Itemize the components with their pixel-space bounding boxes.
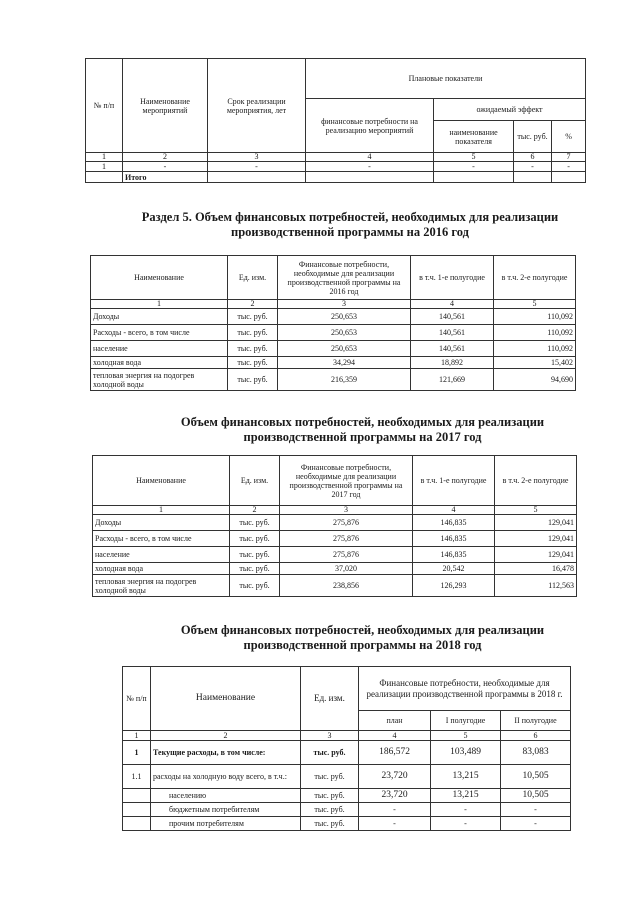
column-number: 5 (431, 731, 501, 741)
col-fin-header: финансовые потребности на реализацию мероприятий (306, 99, 434, 153)
row-value: 216,359 (278, 369, 411, 391)
table-cell: - (123, 162, 208, 172)
col-half2-header: II полугодие (501, 711, 571, 731)
row-value: 250,653 (278, 341, 411, 357)
table-row (86, 153, 586, 162)
row-value: 23,720 (359, 765, 431, 789)
col-name-header: Наименование (91, 256, 228, 300)
row-value: 129,041 (495, 547, 577, 563)
table-cell: 1 (86, 162, 123, 172)
col-name-header: Наименование мероприятий (123, 59, 208, 153)
table-row (93, 531, 577, 547)
col-fin-header: Финансовые потребности, необходимые для реализации производственной программы на 2017 год (280, 456, 413, 506)
table-cell: - (434, 162, 514, 172)
row-value: 275,876 (280, 547, 413, 563)
row-unit: тыс. руб. (230, 515, 280, 531)
title-2018: Объем финансовых потребностей, необходимых для реализации производственной программы на 2018 год (180, 623, 545, 652)
table-row (91, 300, 576, 309)
row-unit: тыс. руб. (228, 369, 278, 391)
column-number: 2 (123, 153, 208, 162)
row-value: 121,669 (411, 369, 494, 391)
section-5-title: Раздел 5. Объем финансовых потребностей, необходимых для реализации производственной программы на 2016 год (141, 210, 559, 239)
column-number: 6 (501, 731, 571, 741)
table-row (123, 817, 571, 831)
total-row (86, 172, 586, 183)
table-cell: - (306, 162, 434, 172)
row-value: 146,835 (413, 547, 495, 563)
col-indicator-header: наименование показателя (434, 121, 514, 153)
column-number: 3 (278, 300, 411, 309)
row-value: 250,653 (278, 309, 411, 325)
row-unit: тыс. руб. (230, 563, 280, 575)
table-row (91, 341, 576, 357)
row-unit: тыс. руб. (230, 575, 280, 597)
row-value: 250,653 (278, 325, 411, 341)
plan-indicators-table (85, 58, 586, 183)
table-row (123, 765, 571, 789)
row-value: 103,489 (431, 741, 501, 765)
row-num (123, 803, 151, 817)
table-row (93, 515, 577, 531)
row-unit: тыс. руб. (228, 325, 278, 341)
row-num (123, 789, 151, 803)
col-unit-header: Ед. изм. (230, 456, 280, 506)
row-name: населению (151, 789, 301, 803)
table-row (123, 731, 571, 741)
column-number: 1 (93, 506, 230, 515)
col-tys-header: тыс. руб. (514, 121, 552, 153)
row-unit: тыс. руб. (228, 341, 278, 357)
col-half2-header: в т.ч. 2-е полугодие (495, 456, 577, 506)
row-name: Доходы (91, 309, 228, 325)
row-value: 83,083 (501, 741, 571, 765)
row-unit: тыс. руб. (301, 789, 359, 803)
table-cell: - (514, 162, 552, 172)
column-number: 6 (514, 153, 552, 162)
col-name-header: Наименование (93, 456, 230, 506)
row-value: 140,561 (411, 341, 494, 357)
col-pct-header: % (552, 121, 586, 153)
column-number: 1 (86, 153, 123, 162)
expected-effect-header: ожидаемый эффект (434, 99, 586, 121)
title-2017: Объем финансовых потребностей, необходимых для реализации производственной программы на 2017 год (180, 415, 545, 444)
row-value: - (431, 817, 501, 831)
row-name: тепловая энергия на подогрев холодной воды (91, 369, 228, 391)
col-fin-header: Финансовые потребности, необходимые для реализации производственной программы в 2018 г. (359, 667, 571, 711)
column-number: 1 (91, 300, 228, 309)
col-num-header: № п/п (123, 667, 151, 731)
row-name: Доходы (93, 515, 230, 531)
row-num: 1 (123, 741, 151, 765)
table-row (93, 547, 577, 563)
row-value: 129,041 (495, 531, 577, 547)
column-number: 7 (552, 153, 586, 162)
row-value: 18,892 (411, 357, 494, 369)
row-value: - (501, 817, 571, 831)
table-cell: - (552, 162, 586, 172)
row-unit: тыс. руб. (301, 741, 359, 765)
row-value: 110,092 (494, 341, 576, 357)
column-number: 5 (494, 300, 576, 309)
row-value: 275,876 (280, 515, 413, 531)
col-unit-header: Ед. изм. (301, 667, 359, 731)
table-row (91, 309, 576, 325)
column-number: 3 (208, 153, 306, 162)
column-number: 2 (228, 300, 278, 309)
row-value: 15,402 (494, 357, 576, 369)
row-value: 238,856 (280, 575, 413, 597)
row-value: 110,092 (494, 325, 576, 341)
column-number: 3 (280, 506, 413, 515)
column-number: 5 (434, 153, 514, 162)
row-value: 146,835 (413, 515, 495, 531)
row-unit: тыс. руб. (228, 309, 278, 325)
row-value: 13,215 (431, 789, 501, 803)
row-unit: тыс. руб. (301, 817, 359, 831)
col-name-header: Наименование (151, 667, 301, 731)
row-value: 129,041 (495, 515, 577, 531)
row-value: 16,478 (495, 563, 577, 575)
financial-needs-2018-table (122, 666, 571, 831)
col-term-header: Срок реализации мероприятия, лет (208, 59, 306, 153)
financial-needs-2016-table (90, 255, 576, 391)
table-row (93, 563, 577, 575)
row-unit: тыс. руб. (301, 765, 359, 789)
row-name: бюджетным потребителям (151, 803, 301, 817)
col-half1-header: в т.ч. 1-е полугодие (411, 256, 494, 300)
table-row (123, 741, 571, 765)
plan-indicators-header: Плановые показатели (306, 59, 586, 99)
row-value: 23,720 (359, 789, 431, 803)
row-value: - (359, 803, 431, 817)
row-value: - (359, 817, 431, 831)
table-row (123, 789, 571, 803)
row-value: 34,294 (278, 357, 411, 369)
table-row (91, 325, 576, 341)
col-num-header: № п/п (86, 59, 123, 153)
row-value: 10,505 (501, 765, 571, 789)
column-number: 5 (495, 506, 577, 515)
row-name: прочим потребителям (151, 817, 301, 831)
col-unit-header: Ед. изм. (228, 256, 278, 300)
row-name: тепловая энергия на подогрев холодной воды (93, 575, 230, 597)
row-name: население (93, 547, 230, 563)
column-number: 1 (123, 731, 151, 741)
row-unit: тыс. руб. (228, 357, 278, 369)
row-num: 1.1 (123, 765, 151, 789)
row-unit: тыс. руб. (301, 803, 359, 817)
row-unit: тыс. руб. (230, 531, 280, 547)
row-value: 13,215 (431, 765, 501, 789)
table-row (123, 803, 571, 817)
col-fin-header: Финансовые потребности, необходимые для реализации производственной программы на 2016 год (278, 256, 411, 300)
column-number: 2 (151, 731, 301, 741)
row-value: 112,563 (495, 575, 577, 597)
col-plan-header: план (359, 711, 431, 731)
row-value: 186,572 (359, 741, 431, 765)
row-name: население (91, 341, 228, 357)
row-name: Текущие расходы, в том числе: (151, 741, 301, 765)
financial-needs-2017-table (92, 455, 577, 597)
row-name: Расходы - всего, в том числе (93, 531, 230, 547)
table-row (86, 162, 586, 172)
table-cell: - (208, 162, 306, 172)
row-value: 94,690 (494, 369, 576, 391)
column-number: 2 (230, 506, 280, 515)
column-number: 4 (411, 300, 494, 309)
row-name: холодная вода (93, 563, 230, 575)
row-value: 140,561 (411, 309, 494, 325)
column-number: 3 (301, 731, 359, 741)
table-row (91, 369, 576, 391)
row-value: 275,876 (280, 531, 413, 547)
row-name: холодная вода (91, 357, 228, 369)
row-value: 20,542 (413, 563, 495, 575)
row-value: - (431, 803, 501, 817)
row-unit: тыс. руб. (230, 547, 280, 563)
column-number: 4 (413, 506, 495, 515)
column-number: 4 (306, 153, 434, 162)
total-label: Итого (123, 172, 208, 183)
table-row (93, 506, 577, 515)
row-name: Расходы - всего, в том числе (91, 325, 228, 341)
table-row (91, 357, 576, 369)
col-half2-header: в т.ч. 2-е полугодие (494, 256, 576, 300)
table-row (93, 575, 577, 597)
col-half1-header: в т.ч. 1-е полугодие (413, 456, 495, 506)
row-value: 37,020 (280, 563, 413, 575)
column-number: 4 (359, 731, 431, 741)
col-half1-header: I полугодие (431, 711, 501, 731)
row-name: расходы на холодную воду всего, в т.ч.: (151, 765, 301, 789)
row-value: 110,092 (494, 309, 576, 325)
row-value: 140,561 (411, 325, 494, 341)
row-value: 10,505 (501, 789, 571, 803)
row-value: 126,293 (413, 575, 495, 597)
row-value: - (501, 803, 571, 817)
row-num (123, 817, 151, 831)
row-value: 146,835 (413, 531, 495, 547)
